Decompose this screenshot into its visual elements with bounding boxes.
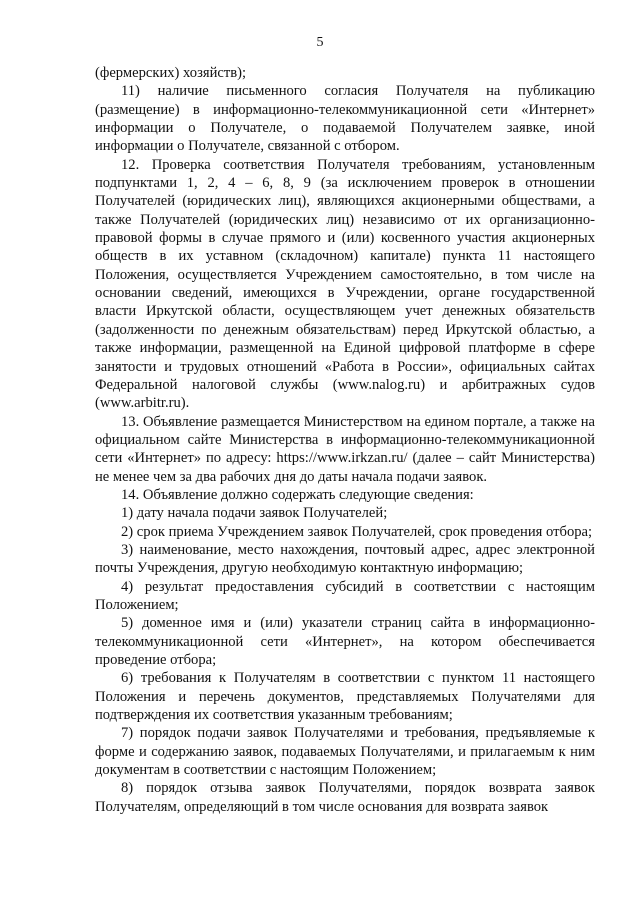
paragraph-0: (фермерских) хозяйств); — [95, 65, 247, 81]
paragraph-11: 7) порядок подачи заявок Получателями и требования, предъявляемые к форме и содержанию заявок, подаваемых Получателями, и прилагаемым к ним документам в соответствии с настоящим Положением; — [95, 725, 595, 779]
paragraph-7: 3) наименование, место нахождения, почтовый адрес, адрес электронной почты Учреждения, другую необходимую контактную информацию; — [95, 541, 595, 577]
document-body — [95, 64, 595, 816]
paragraph-8: 4) результат предоставления субсидий в соответствии с настоящим Положением; — [95, 578, 595, 613]
paragraph-5: 1) дату начала подачи заявок Получателей; — [121, 505, 388, 522]
paragraph-4: 14. Объявление должно содержать следующие сведения: — [121, 486, 474, 503]
paragraph-9: 5) доменное имя и (или) указатели страниц сайта в информационно-телекоммуникационной сети «Интернет», на котором обеспечивается проведение отбора; — [95, 615, 595, 668]
page-number: 5 — [316, 35, 324, 50]
paragraph-1: 11) наличие письменного согласия Получателя на публикацию (размещение) в информационно-телекоммуникационной сети «Интернет» информации о Получателе, о подаваемой Получателем заявке, иной информации о Получателе, связанной с отбором. — [95, 83, 595, 155]
paragraph-10: 6) требования к Получателям в соответствии с пунктом 11 настоящего Положения и перечень документов, представляемых Получателями для подтверждения их соответствия указанным требованиям; — [95, 670, 595, 724]
paragraph-3: 13. Объявление размещается Министерством на едином портале, а также на официальном сайте Министерства в информационно-телекоммуникационной сети «Интернет» по адресу: https://www.irkzan.ru/ (далее – сайт Министерства) не менее чем за два рабочих дня до даты начала подачи заявок. — [95, 413, 595, 485]
paragraph-6: 2) срок приема Учреждением заявок Получателей, срок проведения отбора; — [121, 523, 593, 540]
paragraph-12: 8) порядок отзыва заявок Получателями, порядок возврата заявок Получателям, определяющий в том числе основания для возврата заявок — [95, 780, 595, 815]
paragraph-2: 12. Проверка соответствия Получателя требованиям, установленным подпунктами 1, 2, 4 – 6, 8, 9 (за исключением проверок в отношении Получателей (юридических лиц), являющихся акционерными обществами, а также Получателей (юридических лиц) независимо от их организационно-правовой формы в случае прямого и (или) косвенного участия акционерных обществ в их уставном (складочном) капитале) пункта 11 настоящего Положения, осуществляется Учреждением самостоятельно, в том числе на основании сведений, имеющихся в Учреждении, органе государственной власти Иркутской области, осуществляющем учет денежных обязательств (задолженности по денежным обязательствам) перед Иркутской областью, а также информации, размещенной на Единой цифровой платформе в сфере занятости и трудовых отношений «Работа в России», официальных сайтах Федеральной налоговой службы (www.nalog.ru) и арбитражных судов (www.arbitr.ru). — [95, 156, 595, 412]
